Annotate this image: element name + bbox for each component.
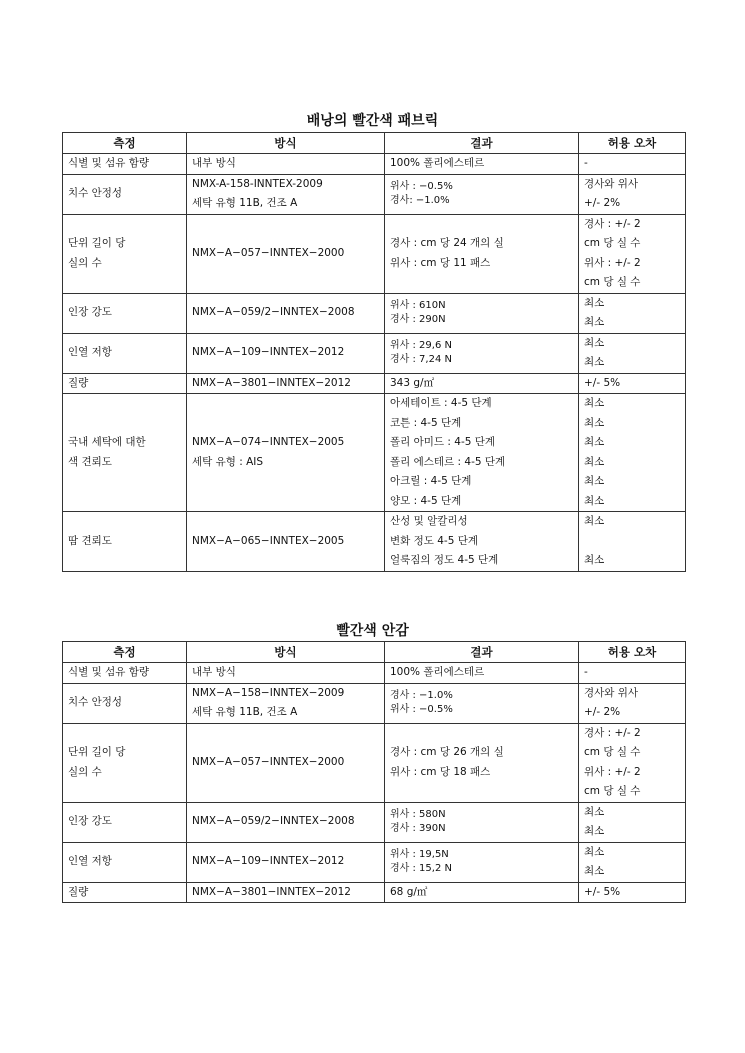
cell-line: 얼룩짐의 정도 4-5 단계	[390, 554, 499, 566]
tolerance-cell	[579, 683, 686, 723]
result-cell	[385, 293, 579, 333]
measurement-cell	[63, 154, 187, 175]
measurement-cell	[63, 842, 187, 882]
method-cell	[187, 214, 385, 293]
result-cell	[385, 882, 579, 903]
cell-line: 경사 : 15,2 N	[390, 863, 452, 874]
tolerance-cell	[579, 802, 686, 842]
cell-line: 인열 저항	[68, 855, 112, 868]
measurement-cell	[63, 174, 187, 214]
cell-line: -	[584, 157, 588, 169]
method-cell	[187, 373, 385, 394]
header-result: 결과	[385, 642, 579, 663]
cell-line: 위사 : 580N	[390, 809, 446, 820]
cell-line: -	[584, 666, 588, 678]
result-cell	[385, 723, 579, 802]
cell-line: 폴리 에스테르 : 4-5 단계	[390, 455, 506, 468]
tolerance-cell	[579, 663, 686, 684]
table-row	[63, 882, 686, 903]
cell-line: 최소	[584, 515, 605, 527]
method-cell	[187, 174, 385, 214]
cell-line: 폴리 아미드 : 4-5 단계	[390, 436, 496, 448]
cell-line: 산성 및 알칼리성	[390, 515, 468, 527]
cell-line: 최소	[584, 865, 605, 877]
tolerance-cell	[579, 154, 686, 175]
cell-line: 땀 견뢰도	[68, 534, 112, 547]
cell-line: NMX−A−074−INNTEX−2005	[192, 436, 345, 448]
table-header-row	[63, 133, 686, 154]
cell-line: 최소	[584, 494, 605, 507]
table-row	[63, 214, 686, 293]
cell-line: 68 g/㎡	[390, 885, 428, 898]
header-method: 방식	[187, 642, 385, 663]
cell-line: 세탁 유형 11B, 건조 A	[192, 706, 298, 718]
result-cell	[385, 394, 579, 512]
result-cell	[385, 174, 579, 214]
cell-line: 최소	[584, 356, 605, 368]
cell-line: 최소	[584, 416, 605, 429]
header-result: 결과	[385, 133, 579, 154]
cell-line: 치수 안정성	[68, 696, 123, 709]
cell-line: 최소	[584, 455, 605, 468]
cell-line: 내부 방식	[192, 157, 236, 169]
cell-line: NMX−A−059/2−INNTEX−2008	[192, 815, 355, 828]
tolerance-cell	[579, 174, 686, 214]
header-measurement: 측정	[63, 642, 187, 663]
cell-line: 위사 : cm 당 18 패스	[390, 765, 491, 778]
cell-line: NMX−A−158−INNTEX−2009	[192, 686, 345, 699]
result-cell	[385, 512, 579, 572]
cell-line: 경사: −1.0%	[390, 195, 450, 206]
cell-line: 경사 : +/- 2	[584, 726, 641, 739]
cell-line: 343 g/㎡	[390, 376, 435, 389]
method-cell	[187, 154, 385, 175]
cell-line: 최소	[584, 436, 605, 448]
cell-line: 변화 정도 4-5 단계	[390, 534, 479, 547]
tolerance-cell	[579, 333, 686, 373]
cell-line: NMX-A-158-INNTEX-2009	[192, 177, 323, 190]
cell-line: 위사 : cm 당 11 패스	[390, 256, 491, 269]
cell-line: cm 당 실 수	[584, 746, 641, 758]
measurement-cell	[63, 723, 187, 802]
result-cell	[385, 333, 579, 373]
result-cell	[385, 154, 579, 175]
measurement-cell	[63, 512, 187, 572]
cell-line: 식별 및 섬유 함량	[68, 666, 150, 678]
measurement-cell	[63, 373, 187, 394]
result-cell	[385, 214, 579, 293]
tolerance-cell	[579, 394, 686, 512]
cell-line: 100% 폴리에스테르	[390, 666, 485, 678]
cell-line: 위사 : 19,5N	[390, 849, 449, 860]
lining-table-title: 빨간색 안감	[336, 623, 409, 639]
cell-line: NMX−A−109−INNTEX−2012	[192, 855, 345, 868]
measurement-cell	[63, 214, 187, 293]
result-cell	[385, 683, 579, 723]
cell-line: NMX−A−3801−INNTEX−2012	[192, 885, 351, 898]
cell-line: +/- 5%	[584, 885, 621, 898]
table-row	[63, 663, 686, 684]
method-cell	[187, 293, 385, 333]
method-cell	[187, 512, 385, 572]
cell-line: NMX−A−3801−INNTEX−2012	[192, 376, 351, 389]
header-method: 방식	[187, 133, 385, 154]
cell-line: 양모 : 4-5 단계	[390, 494, 462, 507]
cell-line: 경사 : 290N	[390, 314, 446, 325]
cell-line: cm 당 실 수	[584, 237, 641, 249]
method-cell	[187, 683, 385, 723]
cell-line: 위사 : +/- 2	[584, 256, 641, 269]
table-row	[63, 293, 686, 333]
cell-line: 위사 : 610N	[390, 300, 446, 311]
header-tolerance: 허용 오차	[579, 133, 686, 154]
tolerance-cell	[579, 882, 686, 903]
cell-line: NMX−A−059/2−INNTEX−2008	[192, 306, 355, 319]
tolerance-cell	[579, 723, 686, 802]
cell-line: 인장 강도	[68, 306, 112, 319]
cell-line: 인열 저항	[68, 346, 112, 359]
cell-line: 아크릴 : 4-5 단계	[390, 475, 472, 487]
cell-line: 최소	[584, 845, 605, 858]
cell-line: 세탁 유형 11B, 건조 A	[192, 197, 298, 209]
method-cell	[187, 394, 385, 512]
cell-line: 위사 : −0.5%	[390, 181, 453, 192]
cell-line: 국내 세탁에 대한	[68, 436, 146, 448]
cell-line: 경사 : 390N	[390, 823, 446, 834]
cell-line: 내부 방식	[192, 666, 236, 678]
tolerance-cell	[579, 842, 686, 882]
table-row	[63, 683, 686, 723]
lining-spec-table	[62, 641, 686, 903]
table-row	[63, 512, 686, 572]
cell-line: 경사와 위사	[584, 177, 639, 190]
tolerance-cell	[579, 373, 686, 394]
cell-line: cm 당 실 수	[584, 276, 641, 288]
table-row	[63, 802, 686, 842]
cell-line: 단위 길이 당	[68, 237, 126, 249]
fabric-table-title: 배낭의 빨간색 패브릭	[306, 113, 439, 129]
cell-line: 실의 수	[68, 256, 102, 269]
cell-line: 경사와 위사	[584, 686, 639, 699]
result-cell	[385, 802, 579, 842]
table-header-row	[63, 642, 686, 663]
table-row	[63, 333, 686, 373]
header-tolerance: 허용 오차	[579, 642, 686, 663]
cell-line: 코튼 : 4-5 단계	[390, 416, 462, 429]
cell-line: NMX−A−057−INNTEX−2000	[192, 755, 345, 768]
cell-line: +/- 5%	[584, 376, 621, 389]
tolerance-cell	[579, 214, 686, 293]
cell-line: 색 견뢰도	[68, 455, 112, 468]
cell-line: 최소	[584, 554, 605, 566]
measurement-cell	[63, 683, 187, 723]
cell-line: 질량	[68, 885, 89, 898]
cell-line: +/- 2%	[584, 197, 621, 209]
cell-line: 최소	[584, 336, 605, 349]
cell-line: 위사 : −0.5%	[390, 704, 453, 715]
measurement-cell	[63, 882, 187, 903]
method-cell	[187, 723, 385, 802]
cell-line: 경사 : cm 당 24 개의 실	[390, 237, 504, 249]
cell-line: 경사 : cm 당 26 개의 실	[390, 746, 504, 758]
cell-line: 인장 강도	[68, 815, 112, 828]
table-row	[63, 174, 686, 214]
cell-line: 최소	[584, 316, 605, 328]
result-cell	[385, 663, 579, 684]
method-cell	[187, 802, 385, 842]
cell-line: 위사 : +/- 2	[584, 765, 641, 778]
cell-line: 질량	[68, 376, 89, 389]
tolerance-cell	[579, 512, 686, 572]
cell-line: 실의 수	[68, 765, 102, 778]
method-cell	[187, 842, 385, 882]
cell-line: 단위 길이 당	[68, 746, 126, 758]
measurement-cell	[63, 394, 187, 512]
cell-line: 경사 : 7,24 N	[390, 354, 452, 365]
cell-line: 식별 및 섬유 함량	[68, 157, 150, 169]
cell-line: 최소	[584, 296, 605, 309]
method-cell	[187, 663, 385, 684]
table-row	[63, 154, 686, 175]
result-cell	[385, 373, 579, 394]
header-measurement: 측정	[63, 133, 187, 154]
cell-line: 100% 폴리에스테르	[390, 157, 485, 169]
cell-line: NMX−A−057−INNTEX−2000	[192, 246, 345, 259]
cell-line: 아세테이트 : 4-5 단계	[390, 397, 492, 409]
measurement-cell	[63, 333, 187, 373]
table-row	[63, 394, 686, 512]
cell-line	[584, 532, 680, 552]
cell-line: 최소	[584, 825, 605, 837]
method-cell	[187, 333, 385, 373]
cell-line: 최소	[584, 805, 605, 818]
cell-line: +/- 2%	[584, 706, 621, 718]
cell-line: 경사 : +/- 2	[584, 217, 641, 230]
tolerance-cell	[579, 293, 686, 333]
table-row	[63, 842, 686, 882]
table-row	[63, 373, 686, 394]
measurement-cell	[63, 293, 187, 333]
measurement-cell	[63, 802, 187, 842]
method-cell	[187, 882, 385, 903]
result-cell	[385, 842, 579, 882]
cell-line: 최소	[584, 475, 605, 487]
measurement-cell	[63, 663, 187, 684]
cell-line: 위사 : 29,6 N	[390, 340, 452, 351]
cell-line: 세탁 유형 : AIS	[192, 455, 264, 468]
cell-line: 경사 : −1.0%	[390, 690, 453, 701]
cell-line: 치수 안정성	[68, 187, 123, 200]
table-row	[63, 723, 686, 802]
cell-line: cm 당 실 수	[584, 785, 641, 797]
cell-line: NMX−A−065−INNTEX−2005	[192, 534, 345, 547]
fabric-spec-table	[62, 132, 686, 572]
cell-line: NMX−A−109−INNTEX−2012	[192, 346, 345, 359]
cell-line: 최소	[584, 397, 605, 409]
